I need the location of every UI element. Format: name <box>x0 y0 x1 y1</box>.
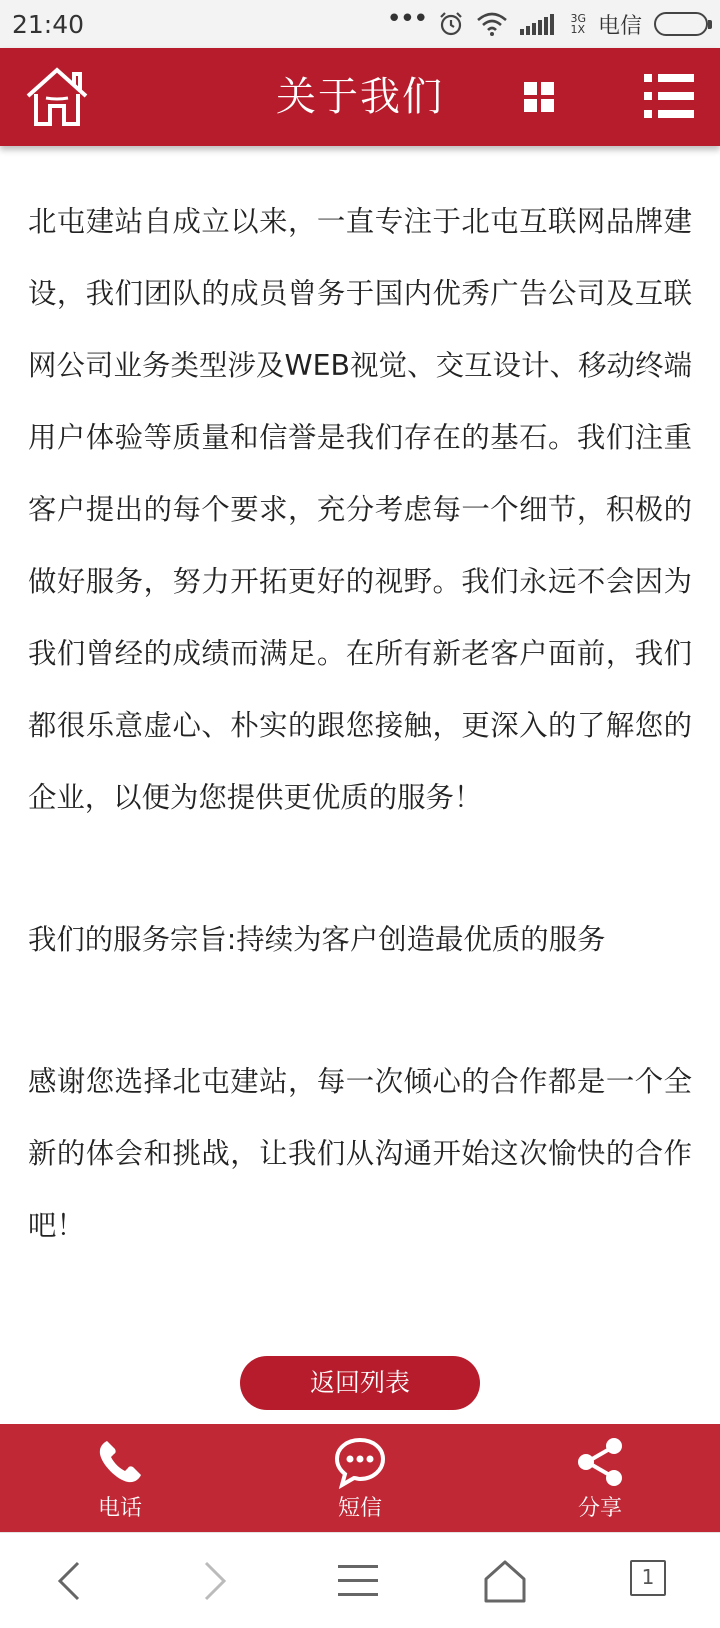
wifi-icon <box>476 12 508 36</box>
carrier-label: 电信 <box>597 13 642 39</box>
tabs-count-button[interactable]: 1 <box>630 1560 666 1596</box>
share-icon <box>573 1435 627 1489</box>
article-content <box>28 186 692 1262</box>
forward-icon[interactable] <box>188 1557 238 1605</box>
battery-icon <box>654 12 708 36</box>
status-icons <box>386 4 708 40</box>
app-header <box>0 48 720 146</box>
browser-menu-icon[interactable] <box>334 1557 384 1605</box>
page-title: 关于我们 <box>276 74 444 120</box>
share-label: 分享 <box>577 1495 622 1521</box>
home-icon[interactable] <box>24 66 90 128</box>
phone-label: 电话 <box>97 1495 142 1521</box>
alarm-icon <box>438 11 464 37</box>
article-paragraph-thanks: 感谢您选择北屯建站，每一次倾心的合作都是一个全新的体会和挑战，让我们从沟通开始这次愉快的合作吧！ <box>28 1065 692 1242</box>
back-icon[interactable] <box>46 1557 96 1605</box>
sms-button[interactable] <box>240 1424 480 1532</box>
status-bar <box>0 0 720 48</box>
article-paragraph-intro: 北屯建站自成立以来，一直专注于北屯互联网品牌建设，我们团队的成员曾务于国内优秀广告公司及互联网公司业务类型涉及WEB视觉、交互设计、移动终端用户体验等质量和信誉是我们存在的基石。我们注重客户提出的每个要求，充分考虑每一个细节，积极的做好服务，努力开拓更好的视野。我们永远不会因为我们曾经的成绩而满足。在所有新老客户面前，我们都很乐意虚心、朴实的跟您接触，更深入的了解您的企业，以便为您提供更优质的服务！ <box>28 205 692 814</box>
browser-nav-bar <box>0 1532 720 1628</box>
grid-icon[interactable] <box>524 82 554 112</box>
status-time: 21:40 <box>12 9 85 39</box>
sms-label: 短信 <box>337 1495 382 1521</box>
share-button[interactable] <box>480 1424 720 1532</box>
bottom-action-bar <box>0 1424 720 1532</box>
more-dots-icon: ••• <box>386 4 427 34</box>
sms-icon <box>333 1435 387 1489</box>
browser-home-icon[interactable] <box>480 1557 530 1605</box>
back-to-list-button[interactable]: 返回列表 <box>240 1356 480 1410</box>
menu-icon[interactable] <box>644 72 694 120</box>
phone-icon <box>93 1435 147 1489</box>
network-type: 3G 1X <box>570 12 586 36</box>
article-paragraph-purpose: 我们的服务宗旨:持续为客户创造最优质的服务 <box>28 923 606 956</box>
phone-button[interactable] <box>0 1424 240 1532</box>
signal-icon <box>520 13 558 35</box>
